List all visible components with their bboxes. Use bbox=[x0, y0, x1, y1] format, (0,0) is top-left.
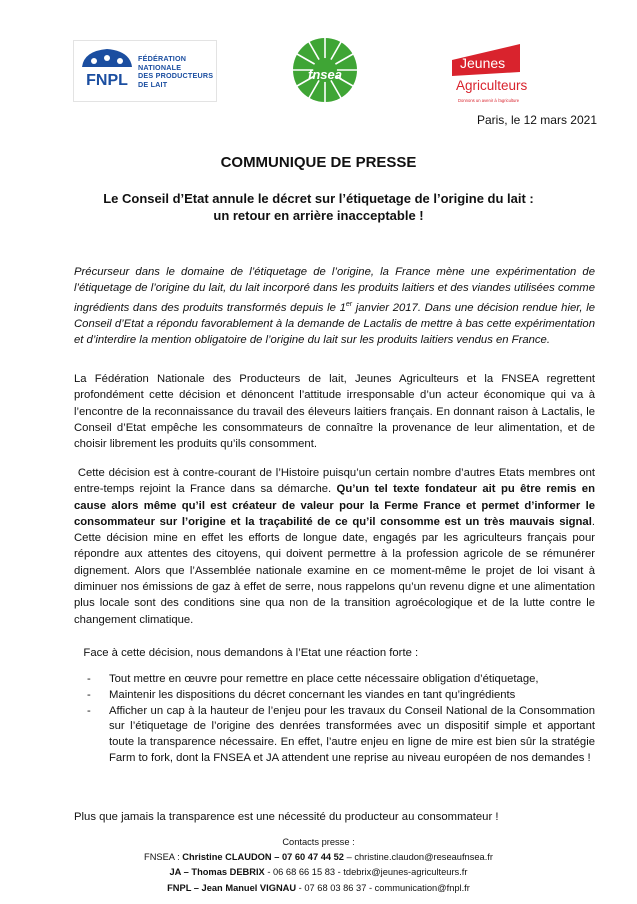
fnsea-wordmark: fnsea bbox=[308, 67, 342, 82]
paragraph-text: Cette décision est à contre-courant de l’Histoire puisqu’un certain nombre d’autres Etats membres ont entre-temps rejoint la France dans sa démarche. bbox=[74, 467, 599, 496]
fnpl-short-label: FNPL bbox=[86, 72, 128, 89]
fnsea-logo bbox=[290, 30, 360, 110]
press-date: Paris, le 12 mars 2021 bbox=[476, 113, 597, 127]
paragraph-text: . Cette décision mine en effet les efforts de longue date, engagés par les agriculteurs français pour répondre aux attentes des citoyens, qui doivent permettre à la profession agricole de se rémunérer dignement. Alors que l’Assemblée nationale examine en ce moment-même le projet de loi visant à diminuer nos émissions de gaz à effet de serre, nous rappelons qu’un revenu digne et une alimentation plus locale sont des conditions sine qua non de la transition agroécologique et de la lutte contre le changement climatique. bbox=[74, 515, 595, 626]
fnpl-name-line: FÉDÉRATION bbox=[138, 54, 187, 63]
logo-bar bbox=[0, 30, 637, 110]
contact-details: - 06 68 66 15 83 - tdebrix@jeunes-agriculteurs.fr bbox=[264, 867, 468, 878]
contact-org: FNSEA : bbox=[144, 852, 183, 863]
list-item-text: Afficher un cap à la hauteur de l’enjeu pour les travaux du Conseil National de la Consommation sur l’étiquetage de l’origine des denrées transformées avec un dispositif simple et apportant toute la transparence nécessaire. En effet, l’autre enjeu en ligne de mire est bien sûr la stratégie Farm to fork, dont la FNSEA et JA attendent une reprise au niveau européen de nos demandes ! bbox=[109, 704, 595, 764]
intro-text: janvier 2017. Dans une décision rendue hier, le Conseil d’Etat a répondu favorablement à la demande de Lactalis de mettre à bas cette expérimentation et d’interdire la mention obligatoire de l’origine du lait sur les produits laitiers vendus en France. bbox=[74, 301, 595, 346]
bullet-dash: - bbox=[87, 704, 91, 717]
ja-line2: Agriculteurs bbox=[456, 78, 528, 93]
list-item bbox=[74, 688, 595, 704]
contact-fnsea bbox=[0, 850, 637, 865]
closing-paragraph: Plus que jamais la transparence est une nécessité du producteur au consommateur ! bbox=[74, 811, 499, 823]
list-item-text: Maintenir les dispositions du décret concernant les viandes en tant qu’ingrédients bbox=[109, 688, 516, 701]
ja-tagline: Donnons un avenir à l'agriculture bbox=[458, 98, 520, 103]
contact-details: - 07 68 03 86 37 - communication@fnpl.fr bbox=[296, 882, 470, 893]
fnpl-name-line: DES PRODUCTEURS bbox=[138, 71, 214, 81]
ja-logo bbox=[448, 42, 558, 110]
bullet-dash: - bbox=[87, 673, 91, 685]
demands-list bbox=[74, 672, 595, 767]
contact-ja bbox=[0, 865, 637, 880]
paragraph-demand-intro: Face à cette décision, nous demandons à l’Etat une réaction forte : bbox=[74, 647, 419, 659]
subtitle-line: un retour en arrière inacceptable ! bbox=[213, 208, 424, 223]
bullet-dash: - bbox=[87, 688, 91, 701]
fnpl-logo bbox=[73, 40, 217, 102]
fnpl-name bbox=[138, 55, 213, 89]
paragraph-decision bbox=[74, 465, 599, 628]
contacts-heading: Contacts presse : bbox=[282, 837, 355, 847]
ja-line1: Jeunes bbox=[460, 55, 506, 71]
contact-name: JA – Thomas DEBRIX bbox=[169, 867, 265, 878]
subtitle-line: Le Conseil d’Etat annule le décret sur l’étiquetage de l’origine du lait : bbox=[103, 191, 534, 206]
contact-details: – christine.claudon@reseaufnsea.fr bbox=[343, 852, 493, 863]
fnpl-emblem-icon bbox=[78, 45, 136, 97]
intro-paragraph bbox=[74, 264, 595, 348]
list-item-text: Tout mettre en œuvre pour remettre en place cette nécessaire obligation d’étiquetage, bbox=[109, 673, 539, 685]
list-item bbox=[74, 672, 595, 688]
contact-name: FNPL – Jean Manuel VIGNAU bbox=[167, 882, 297, 893]
ordinal-superscript: er bbox=[345, 300, 353, 308]
intro-text: Précurseur dans le domaine de l’étiquetage de l’origine, la France mène une expérimentation de l’étiquetage de l’origine du lait, du lait incorporé dans les produits laitiers et des viandes utilisées comme ingrédients dans des produits transformés depuis le 1 bbox=[74, 266, 595, 314]
paragraph-highlight: Qu’un tel texte fondateur ait pu être remis en cause alors même qu’il est créateur de valeur pour la Ferme France et permet d’informer le consommateur sur l’origine et la traçabilité de ce qu’il consomme est un très mauvais signal bbox=[74, 483, 595, 528]
fnpl-name-line: DE LAIT bbox=[138, 79, 168, 89]
contact-fnpl bbox=[0, 881, 637, 896]
press-title: COMMUNIQUE DE PRESSE bbox=[220, 154, 417, 171]
fnpl-name-line: NATIONALE bbox=[138, 62, 182, 72]
paragraph-federations: La Fédération Nationale des Producteurs de lait, Jeunes Agriculteurs et la FNSEA regrettent profondément cette décision et dénoncent l’attitude irresponsable d’un acteur économique qui va à l’encontre de la reconnaissance du travail des éleveurs laitiers français. En donnant raison à Lactalis, le Conseil d’Etat empêche les consommateurs de connaître la provenance de leur alimentation, et de choisir librement les produits qu’ils consomment. bbox=[74, 373, 595, 451]
list-item bbox=[74, 704, 595, 767]
press-subtitle bbox=[80, 190, 557, 224]
press-contacts bbox=[0, 835, 637, 896]
contact-name: Christine CLAUDON – 07 60 47 44 52 bbox=[182, 852, 344, 863]
